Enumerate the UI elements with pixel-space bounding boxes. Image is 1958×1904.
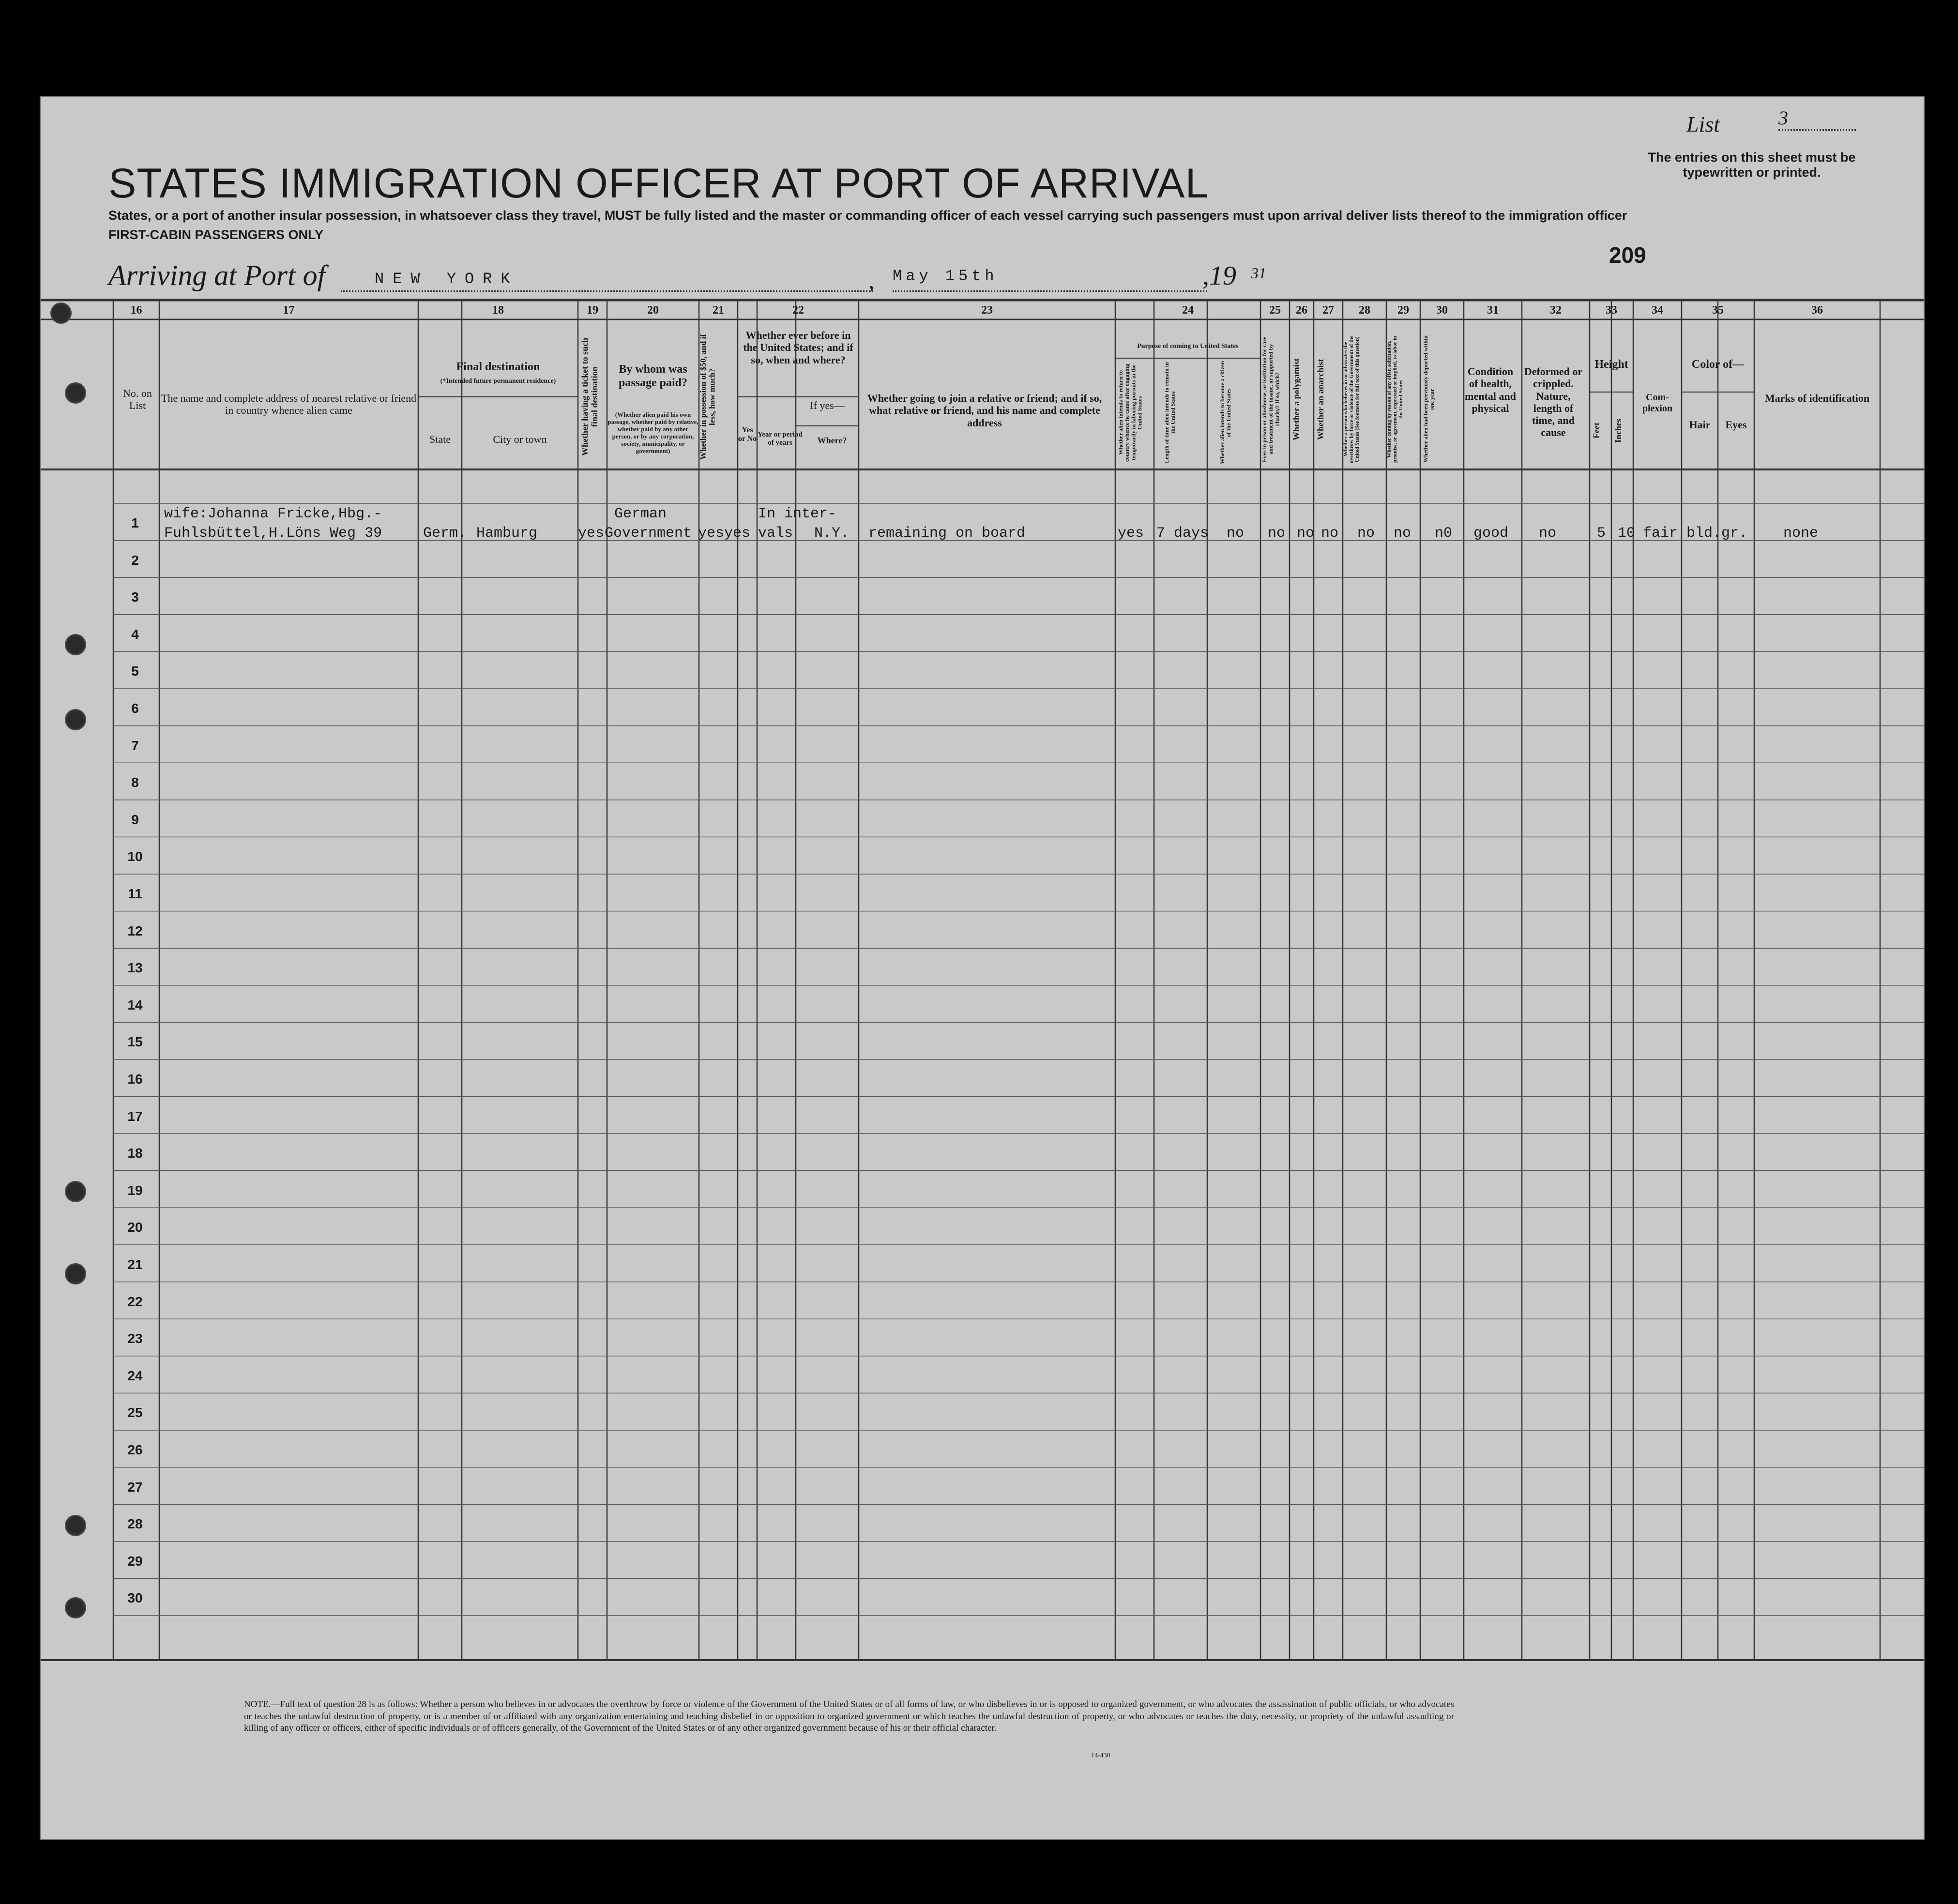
column-number: 23 <box>981 304 993 317</box>
polygamist-value: no <box>1297 525 1315 542</box>
complexion-value: fair <box>1643 525 1678 542</box>
row-number: 9 <box>131 812 139 827</box>
ruled-grid <box>41 97 1924 1839</box>
row-number: 3 <box>131 589 139 604</box>
city-value: Hamburg <box>476 525 538 542</box>
header-color-of: Color of— <box>1691 358 1745 371</box>
row-number: 6 <box>131 701 139 716</box>
relative-line2: Fuhlsbüttel,H.Löns Weg 39 <box>164 525 382 542</box>
page-title: STATES IMMIGRATION OFFICER AT PORT OF ARRIVAL <box>108 160 1209 207</box>
length-value: 7 days <box>1156 525 1209 542</box>
row-number: 29 <box>127 1554 143 1569</box>
header-return: Whether alien intends to return to country whence he came after engaging temporarily in laboring pursuits in the United States <box>1117 363 1143 462</box>
row-number: 17 <box>127 1109 143 1124</box>
row-number: 22 <box>127 1294 143 1309</box>
row-number: 5 <box>131 664 139 679</box>
year-prefix: ,19 <box>1202 261 1236 291</box>
column-number: 21 <box>713 304 724 317</box>
header-purpose: Purpose of coming to United States <box>1137 343 1239 350</box>
binder-hole <box>65 1515 86 1536</box>
header-prison: Ever in prison or almshouse, or institution for care and treatment of the insane, or supported by charity? If so, which? <box>1261 336 1281 462</box>
header-inches: Inches <box>1613 419 1623 443</box>
port-value: NEW YORK <box>375 270 519 288</box>
header-ever-before: Whether ever before in the United States; and if so, when and where? <box>743 329 853 366</box>
header-passage-paid: By whom was passage paid? <box>618 363 688 389</box>
row-number: 28 <box>127 1516 143 1531</box>
row-number: 26 <box>127 1442 143 1457</box>
before-value: yes <box>724 525 751 542</box>
citizen-value: no <box>1227 525 1245 542</box>
row-number: 7 <box>131 738 139 753</box>
binder-hole <box>65 1181 86 1202</box>
footnote: NOTE.—Full text of question 28 is as follows: Whether a person who believes in or advocates the overthrow by force or violence of the Government of the United States or of all forms of law, or who disbelieves in or is opposed to organized government, or who advocates the assassination of public officials, or who advocates or teaches the unlawful destruction of property, or is a member of or affiliated with any organization entertaining and teaching disbelief in or opposition to organized government or which teaches the unlawful destruction of property, or who advocates or teaches the duty, necessity, or propriety of the unlawful assaulting or killing of any officer or officers, either of specific individuals or of officers generally, of the Government of the United States or of any other organized government because of his or their official character. <box>244 1699 1454 1734</box>
header-deformed: Deformed or crippled. Nature, length of time, and cause <box>1524 365 1583 439</box>
header-hair: Hair <box>1689 419 1711 431</box>
manifest-sheet <box>41 97 1924 1839</box>
offer-value: no <box>1394 525 1412 542</box>
prison-value: no <box>1268 525 1286 542</box>
header-length: Length of time alien intends to remain in the United States <box>1163 362 1177 463</box>
row-number: 4 <box>131 627 139 642</box>
column-number: 36 <box>1811 304 1823 317</box>
period-line1: In inter- <box>758 506 837 522</box>
header-state: State <box>429 433 451 445</box>
row-number: 15 <box>127 1034 143 1049</box>
row-number: 27 <box>127 1480 143 1495</box>
fifty-value: yes <box>698 525 725 542</box>
header-period: Year or period of years <box>758 431 803 447</box>
return-value: yes <box>1118 525 1144 542</box>
header-offer: Whether coming by reason of any offer, solicitation, promise, or agreement, expressed or implied, to labor in the United States <box>1386 336 1404 463</box>
header-polygamist: Whether a polygamist <box>1291 358 1301 440</box>
row-number: 20 <box>127 1220 143 1235</box>
row-number: 24 <box>127 1368 143 1383</box>
header-join-relative: Whether going to join a relative or friend; and if so, what relative or friend, and his name and complete address <box>867 392 1102 429</box>
header-anarchist: Whether an anarchist <box>1316 359 1325 440</box>
anarchist-value: no <box>1321 525 1339 542</box>
column-number: 19 <box>587 304 598 317</box>
column-number: 20 <box>647 304 659 317</box>
entries-note: The entries on this sheet must be typewritten or printed. <box>1648 150 1856 180</box>
health-value: good <box>1473 525 1509 542</box>
relative-line1: wife:Johanna Fricke,Hbg.- <box>164 506 382 522</box>
header-fifty-dollars: Whether in possession of $50, and if less, how much? <box>698 334 717 460</box>
header-passage-note: (Whether alien paid his own passage, whether paid by relative, whether paid by any other person, or by any corporation, society, municipality, or government) <box>607 411 698 454</box>
header-marks: Marks of identification <box>1764 392 1870 404</box>
header-deported: Whether alien had been previously deported within one year <box>1422 335 1436 463</box>
row-number: 10 <box>127 849 143 864</box>
marks-value: none <box>1783 525 1819 542</box>
column-number: 28 <box>1359 304 1370 317</box>
header-health: Condition of health, mental and physical <box>1465 365 1516 414</box>
column-number: 32 <box>1550 304 1562 317</box>
period-line2: vals <box>758 525 793 542</box>
arriving-label: Arriving at Port of <box>108 259 326 291</box>
binder-hole <box>65 1597 86 1618</box>
header-city: City or town <box>493 433 547 445</box>
column-number: 26 <box>1296 304 1307 317</box>
header-overthrow: Whether a person who believes in or advocates the overthrow by force or violence of the Government of the United States (See footnote for full text of this question) <box>1343 335 1361 463</box>
column-number: 34 <box>1652 304 1663 317</box>
binder-hole <box>65 709 86 730</box>
paid-line2: Government <box>605 525 692 542</box>
row-number: 21 <box>127 1257 143 1272</box>
header-height: Height <box>1594 358 1628 371</box>
column-number: 33 <box>1606 304 1617 317</box>
form-number: 14-430 <box>1091 1752 1110 1759</box>
row-number: 2 <box>131 553 139 568</box>
row-number: 25 <box>127 1405 143 1420</box>
column-number: 29 <box>1397 304 1409 317</box>
list-label: List <box>1686 112 1720 136</box>
overthrow-value: no <box>1357 525 1375 542</box>
hair-eyes-value: bld.gr. <box>1686 525 1748 542</box>
row-number: 23 <box>127 1331 143 1346</box>
page-stamp: 209 <box>1609 242 1646 268</box>
header-relative-address: The name and complete address of nearest relative or friend in country whence alien came <box>161 392 417 417</box>
header-final-destination-note: (*Intended future permanent residence) <box>440 378 556 385</box>
column-number: 27 <box>1322 304 1334 317</box>
row-number: 18 <box>127 1146 143 1161</box>
column-number: 22 <box>792 304 804 317</box>
deported-value: n0 <box>1435 525 1453 542</box>
subtitle: States, or a port of another insular possession, in whatsoever class they travel, MUST be fully listed and the master or commanding officer of each vessel carrying such passengers must upon arrival deliver lists thereof to the immigration officer <box>108 208 1627 223</box>
row-number: 14 <box>127 997 143 1012</box>
column-number: 35 <box>1712 304 1724 317</box>
deformed-value: no <box>1539 525 1557 542</box>
comma-1: , <box>868 267 875 294</box>
state-value: Germ. <box>423 525 467 542</box>
column-number: 25 <box>1269 304 1281 317</box>
column-number: 24 <box>1182 304 1194 317</box>
header-if-yes: If yes— <box>810 399 845 411</box>
where-value: N.Y. <box>814 525 850 542</box>
ticket-value: yes <box>578 525 605 542</box>
row-number: 13 <box>127 960 143 975</box>
row-number: 8 <box>131 775 139 790</box>
header-no-on-list: No. on List <box>123 387 152 412</box>
row-number: 30 <box>127 1590 143 1605</box>
paid-line1: German <box>614 506 667 522</box>
row-number: 19 <box>127 1183 143 1198</box>
header-feet: Feet <box>1592 423 1601 439</box>
header-ticket: Whether having a ticket to such final destination <box>580 337 599 456</box>
column-number: 30 <box>1436 304 1448 317</box>
header-citizen: Whether alien intends to become a citizen of the United States <box>1219 361 1232 465</box>
header-complexion: Com-plexion <box>1642 392 1673 414</box>
header-where: Where? <box>817 436 847 445</box>
join-value: remaining on board <box>868 525 1026 542</box>
year-suffix: 31 <box>1251 264 1266 282</box>
row-number: 11 <box>128 886 142 901</box>
column-number: 16 <box>130 304 142 317</box>
header-eyes: Eyes <box>1725 419 1747 431</box>
row-number: 1 <box>131 515 139 530</box>
inches-value: 10 <box>1618 525 1636 542</box>
binder-hole <box>50 302 72 324</box>
date-value: May 15th <box>893 267 998 285</box>
column-number: 17 <box>283 304 295 317</box>
list-number: 3 <box>1778 106 1856 131</box>
feet-value: 5 <box>1597 525 1606 542</box>
column-number: 18 <box>492 304 504 317</box>
binder-hole <box>65 382 86 404</box>
header-yes-no: Yes or No <box>738 426 757 443</box>
header-final-destination: Final destination <box>456 361 540 373</box>
row-number: 12 <box>127 923 143 938</box>
column-number: 31 <box>1487 304 1499 317</box>
row-number: 16 <box>127 1072 143 1087</box>
binder-hole <box>65 1263 86 1284</box>
class-note: FIRST-CABIN PASSENGERS ONLY <box>108 227 324 242</box>
binder-hole <box>65 634 86 655</box>
